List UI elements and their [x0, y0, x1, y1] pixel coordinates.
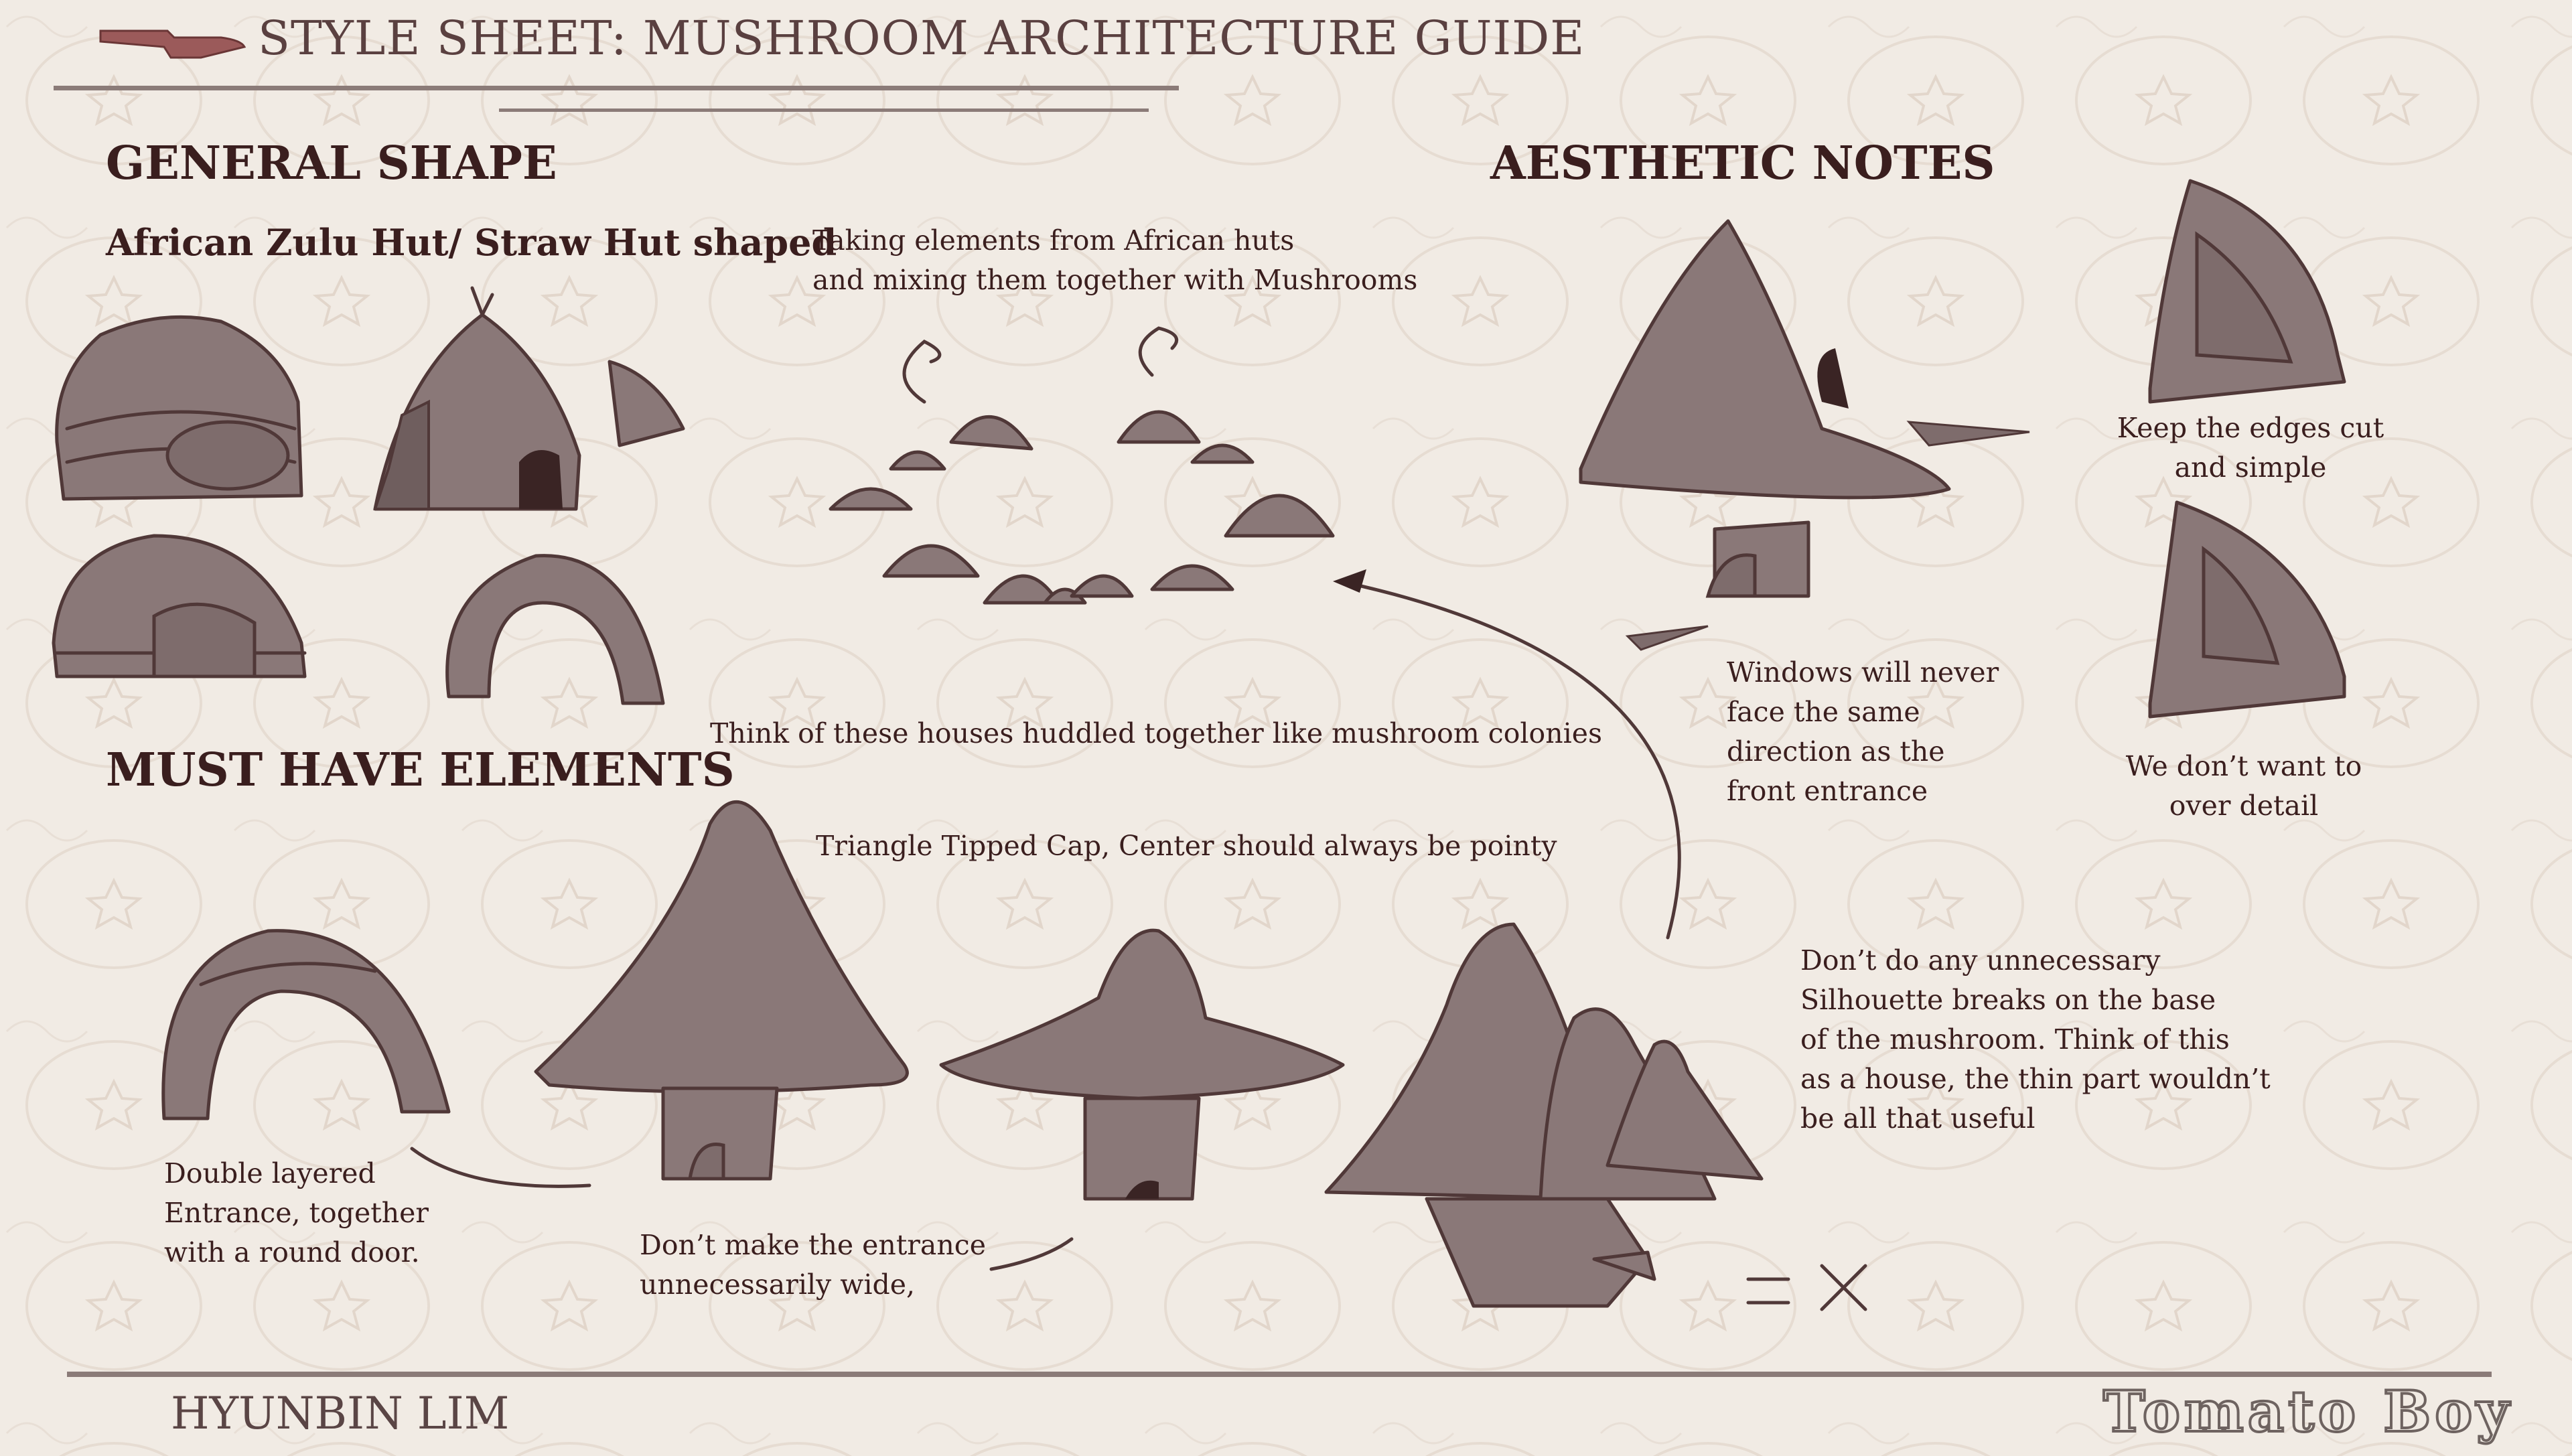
page-title: STYLE SHEET: MUSHROOM ARCHITECTURE GUIDE: [258, 11, 1585, 66]
blade-mark-2: [1628, 626, 1708, 650]
windows-note-line-1: Windows will never: [1727, 656, 1999, 688]
footer-rule: [67, 1372, 2492, 1377]
hut-sketch-2-straw: [375, 288, 579, 509]
aesthetic-notes-heading: AESTHETIC NOTES: [1490, 137, 1995, 190]
mushroom-colony-cluster: [831, 328, 1333, 603]
must-have-heading: MUST HAVE ELEMENTS: [106, 743, 735, 797]
bad-silhouette-mushroom: [1326, 924, 1762, 1306]
windows-note: [1727, 653, 1999, 811]
edges-note-line-2: and simple: [2174, 451, 2327, 484]
arch-sketch: [447, 556, 663, 703]
edges-note-line-1: Keep the edges cut: [2117, 412, 2384, 444]
arrow-wide: [991, 1239, 1072, 1269]
colony-note: [812, 221, 1417, 300]
detail-note-line-1: We don’t want to: [2125, 750, 2362, 782]
hut-sketch-1: [57, 317, 301, 499]
header-rule: [54, 86, 1179, 90]
wide-entrance-note-line-2: unnecessarily wide,: [640, 1268, 916, 1301]
silhouette-note: [1800, 941, 2271, 1139]
colony-caption: Think of these houses huddled together like mushroom colonies: [710, 717, 1603, 749]
entrance-note-line-2: Entrance, together: [164, 1197, 429, 1229]
detail-note: [2110, 747, 2378, 826]
silhouette-note-line-3: of the mushroom. Think of this: [1800, 1023, 2230, 1055]
wide-cap-mushroom: [941, 930, 1343, 1199]
brand-logo: Tomato Boy: [2103, 1378, 2514, 1445]
windows-note-line-2: face the same: [1727, 696, 1920, 728]
edges-cut-sketch-1: [2150, 181, 2344, 402]
colony-note-line-2: and mixing them together with Mushrooms: [812, 264, 1418, 296]
silhouette-note-line-5: be all that useful: [1800, 1102, 2035, 1135]
general-shape-subheading: African Zulu Hut/ Straw Hut shaped: [106, 221, 837, 264]
arrow-entrance: [412, 1149, 589, 1186]
silhouette-note-line-2: Silhouette breaks on the base: [1800, 984, 2216, 1016]
detail-note-line-2: over detail: [2169, 790, 2319, 822]
entrance-note: [164, 1154, 429, 1272]
wide-entrance-note-line-1: Don’t make the entrance: [640, 1229, 986, 1261]
knife-icon: [100, 31, 244, 58]
windows-note-line-4: front entrance: [1727, 775, 1928, 807]
hut-sketch-3: [54, 536, 305, 676]
edges-cut-sketch-2: [2150, 502, 2344, 717]
wide-entrance-note: [640, 1226, 986, 1305]
general-shape-heading: GENERAL SHAPE: [106, 137, 557, 190]
cross-icon: [1748, 1266, 1865, 1309]
entrance-note-line-1: Double layered: [164, 1157, 376, 1189]
entrance-note-line-3: with a round door.: [164, 1236, 420, 1268]
windows-note-line-3: direction as the: [1727, 735, 1945, 768]
silhouette-note-line-4: as a house, the thin part wouldn’t: [1800, 1063, 2271, 1095]
mushroom-window-sketch: [1581, 221, 1949, 596]
blade-mark: [1909, 422, 2029, 445]
colony-note-line-1: Taking elements from African huts: [812, 224, 1295, 257]
cap-note: Triangle Tipped Cap, Center should always be pointy: [816, 830, 1557, 862]
arrow-icon: [1333, 569, 1366, 593]
cap-sketch-small: [610, 362, 683, 445]
author-name: HYUNBIN LIM: [171, 1388, 510, 1439]
silhouette-note-line-1: Don’t do any unnecessary: [1800, 944, 2161, 976]
edges-note: [2110, 409, 2391, 488]
double-entrance-sketch: [163, 931, 449, 1118]
header-rule-short: [499, 108, 1149, 112]
